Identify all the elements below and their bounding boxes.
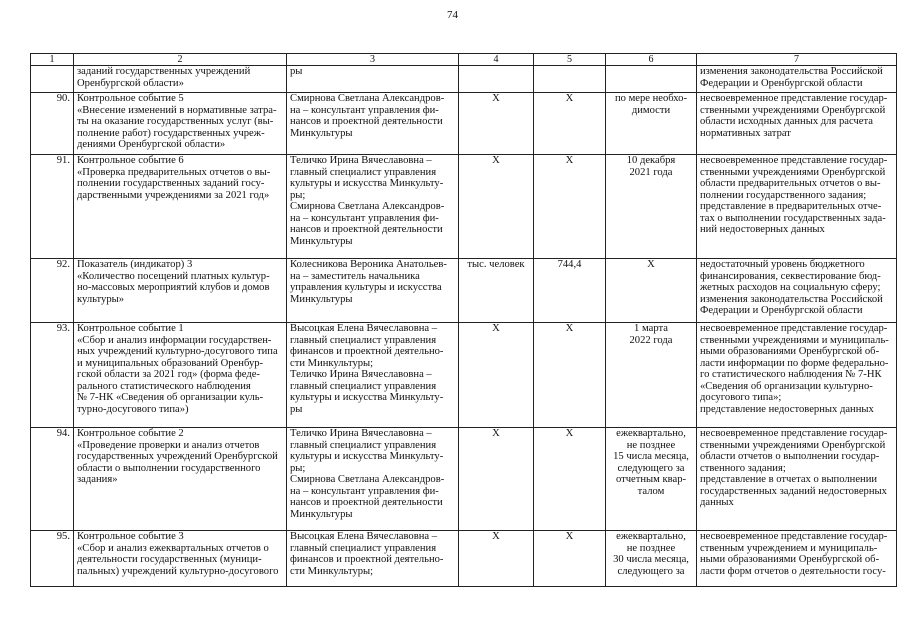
- table-row: [31, 531, 897, 587]
- deadline-cell: ежеквартально, не позднее 30 числа месяца, следующего за: [606, 531, 697, 587]
- header-cell-3: 3: [287, 54, 459, 66]
- page-number: 74: [447, 9, 458, 21]
- unit-cell: X: [459, 323, 534, 428]
- unit-cell: X: [459, 93, 534, 155]
- risk-description: несвоевременное представление государ- ственными учреждениями Оренбургской области исходных данных для расчета нормативных затрат: [697, 93, 897, 155]
- table-row: [31, 155, 897, 259]
- event-description: Контрольное событие 5 «Внесение изменений в нормативные затра- ты на оказание государственных услуг (вы- полнение работ) государственных учреж- дениями Оренбургской области»: [74, 93, 287, 155]
- responsible-person: Теличко Ирина Вячеславовна – главный специалист управления культуры и искусства Минкульту- ры; Смирнова Светлана Александров- на – консультант управления фи- нансов и проектной деятельности Минкультуры: [287, 428, 459, 531]
- responsible-person: Высоцкая Елена Вячеславовна – главный специалист управления финансов и проектной деятельно- сти Минкультуры;: [287, 531, 459, 587]
- unit-cell: X: [459, 155, 534, 259]
- document-table: [30, 53, 897, 587]
- header-cell-2: 2: [74, 54, 287, 66]
- table-row: [31, 323, 897, 428]
- event-description: Контрольное событие 2 «Проведение проверки и анализ отчетов государственных учреждений Оренбургской области о выполнении государственного задания»: [74, 428, 287, 531]
- table-row: [31, 66, 897, 93]
- event-description: Контрольное событие 6 «Проверка предварительных отчетов о вы- полнении государственных заданий госу- дарственными учреждениями за 2021 год»: [74, 155, 287, 259]
- unit-cell: [459, 66, 534, 93]
- value-cell: X: [534, 155, 606, 259]
- table-header-row: [31, 54, 897, 66]
- row-number: 93.: [31, 323, 74, 428]
- row-number: [31, 66, 74, 93]
- row-number: 90.: [31, 93, 74, 155]
- value-cell: [534, 66, 606, 93]
- row-number: 94.: [31, 428, 74, 531]
- event-description: Контрольное событие 3 «Сбор и анализ ежеквартальных отчетов о деятельности государственных (муници- пальных) учреждений культурно-досугового: [74, 531, 287, 587]
- event-description: Показатель (индикатор) 3 «Количество посещений платных культур- но-массовых мероприятий клубов и домов культуры»: [74, 259, 287, 323]
- unit-cell: X: [459, 428, 534, 531]
- risk-description: несвоевременное представление государ- ственными учреждениями и муниципаль- ными образованиями Оренбургской об- ласти информации по форме федерально- го статистического наблюдения № 7-НК «Сведения об организации культурно- досугового типа»; представление недостоверных данных: [697, 323, 897, 428]
- value-cell: X: [534, 428, 606, 531]
- unit-cell: тыс. человек: [459, 259, 534, 323]
- responsible-person: Высоцкая Елена Вячеславовна – главный специалист управления финансов и проектной деятельно- сти Минкультуры; Теличко Ирина Вячеславовна – главный специалист управления культуры и искусства Минкульту- ры: [287, 323, 459, 428]
- header-cell-7: 7: [697, 54, 897, 66]
- deadline-cell: X: [606, 259, 697, 323]
- row-number: 91.: [31, 155, 74, 259]
- event-description: Контрольное событие 1 «Сбор и анализ информации государствен- ных учреждений культурно-досугового типа и муниципальных образований Оренбур- гской области за 2021 год» (форма феде- рального статистического наблюдения № 7-НК «Сведения об организации куль- турно-досугового типа»): [74, 323, 287, 428]
- responsible-person: Теличко Ирина Вячеславовна – главный специалист управления культуры и искусства Минкульту- ры; Смирнова Светлана Александров- на – консультант управления фи- нансов и проектной деятельности Минкультуры: [287, 155, 459, 259]
- responsible-person: ры: [287, 66, 459, 93]
- event-description: заданий государственных учреждений Оренбургской области»: [74, 66, 287, 93]
- header-cell-4: 4: [459, 54, 534, 66]
- deadline-cell: ежеквартально, не позднее 15 числа месяца, следующего за отчетным квар- талом: [606, 428, 697, 531]
- risk-description: несвоевременное представление государ- ственным учреждением и муниципаль- ными образованиями Оренбургской об- ласти форм отчетов о деятельности госу-: [697, 531, 897, 587]
- header-cell-1: 1: [31, 54, 74, 66]
- deadline-cell: 10 декабря 2021 года: [606, 155, 697, 259]
- row-number: 92.: [31, 259, 74, 323]
- risk-description: изменения законодательства Российской Федерации и Оренбургской области: [697, 66, 897, 93]
- value-cell: 744,4: [534, 259, 606, 323]
- unit-cell: X: [459, 531, 534, 587]
- table-row: [31, 259, 897, 323]
- value-cell: X: [534, 531, 606, 587]
- risk-description: несвоевременное представление государ- ственными учреждениями Оренбургской области предварительных отчетов о вы- полнении государственного задания; представление в предварительных отче- тах о выполнении государственных зада- ний недостоверных данных: [697, 155, 897, 259]
- deadline-cell: по мере необхо- димости: [606, 93, 697, 155]
- deadline-cell: 1 марта 2022 года: [606, 323, 697, 428]
- header-cell-5: 5: [534, 54, 606, 66]
- responsible-person: Смирнова Светлана Александров- на – консультант управления фи- нансов и проектной деятельности Минкультуры: [287, 93, 459, 155]
- row-number: 95.: [31, 531, 74, 587]
- header-cell-6: 6: [606, 54, 697, 66]
- value-cell: X: [534, 93, 606, 155]
- table-row: [31, 428, 897, 531]
- deadline-cell: [606, 66, 697, 93]
- risk-description: несвоевременное представление государ- ственными учреждениями Оренбургской области отчетов о выполнении государ- ственного задания; представление в отчетах о выполнении государственных заданий недостоверных данных: [697, 428, 897, 531]
- responsible-person: Колесникова Вероника Анатольев- на – заместитель начальника управления культуры и искусства Минкультуры: [287, 259, 459, 323]
- risk-description: недостаточный уровень бюджетного финансирования, секвестирование бюд- жетных расходов на социальную сферу; изменения законодательства Российской Федерации и Оренбургской области: [697, 259, 897, 323]
- table-row: [31, 93, 897, 155]
- value-cell: X: [534, 323, 606, 428]
